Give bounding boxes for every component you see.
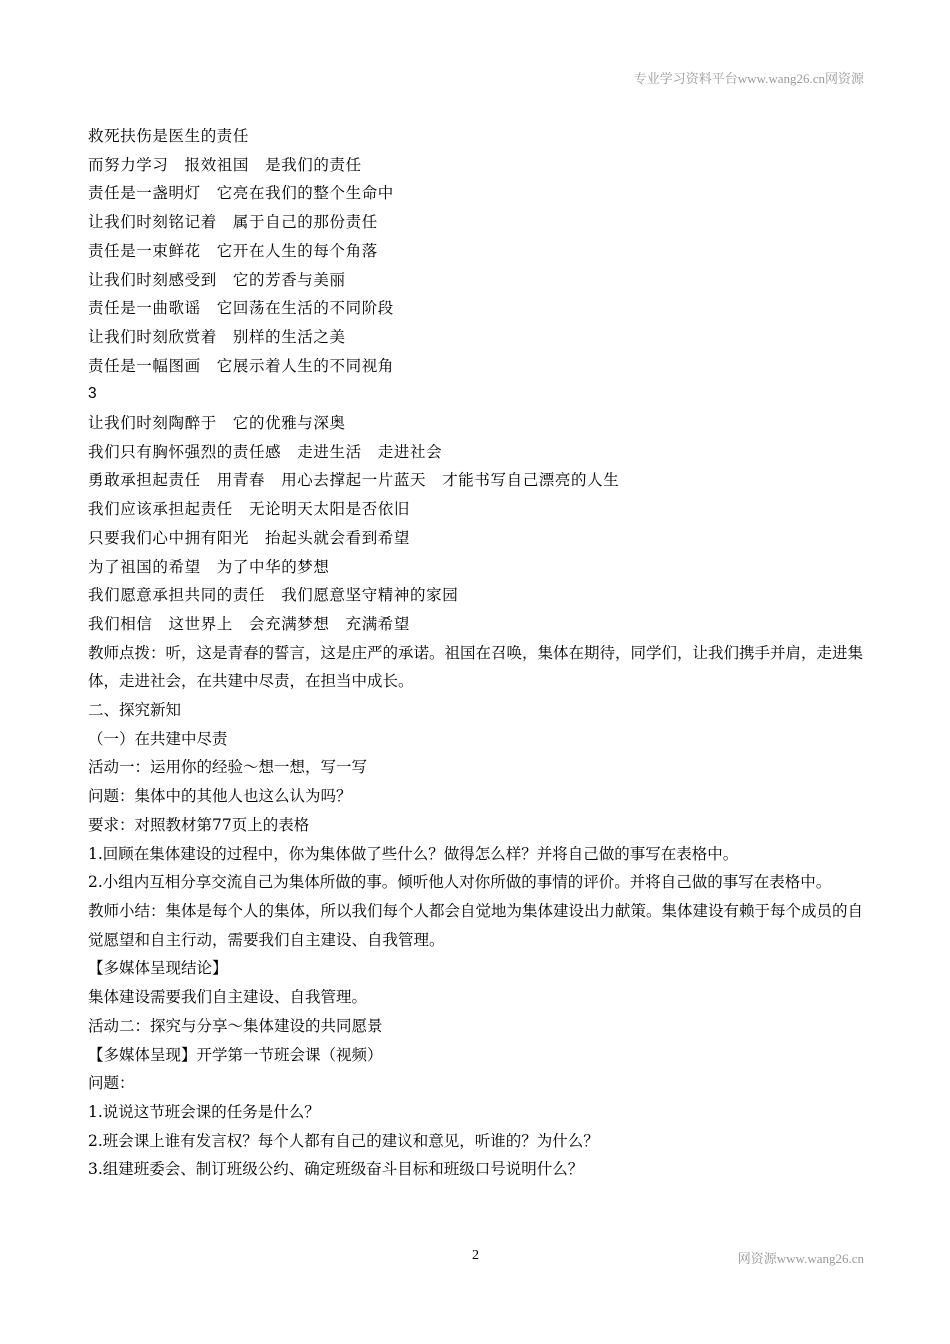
conclusion-line: 集体建设需要我们自主建设、自我管理。 — [88, 988, 368, 1007]
activity-title: 活动二：探究与分享～集体建设的共同愿景 — [88, 1016, 383, 1035]
list-item: 2.班会课上谁有发言权？每个人都有自己的建议和意见，听谁的？为什么？ — [88, 1131, 599, 1150]
text-line: 我们应该承担起责任 无论明天太阳是否依旧 — [88, 500, 411, 519]
text-line: 责任是一束鲜花 它开在人生的每个角落 — [88, 241, 378, 260]
text-line: 我们相信 这世界上 会充满梦想 充满希望 — [88, 614, 411, 633]
document-body — [88, 122, 878, 1184]
text-line: 我们只有胸怀强烈的责任感 走进生活 走进社会 — [88, 442, 443, 461]
text-line: 让我们时刻感受到 它的芳香与美丽 — [88, 270, 346, 289]
text-line: 为了祖国的希望 为了中华的梦想 — [88, 557, 330, 576]
list-item: 1.说说这节班会课的任务是什么？ — [88, 1102, 320, 1121]
teacher-summary: 教师小结：集体是每个人的集体，所以我们每个人都会自觉地为集体建设出力献策。集体建设有赖于每个成员的自觉愿望和自主行动，需要我们自主建设、自我管理。 — [88, 901, 864, 949]
list-item: 3.组建班委会、制订班级公约、确定班级奋斗目标和班级口号说明什么？ — [88, 1160, 584, 1179]
section-heading: 二、探究新知 — [88, 701, 182, 720]
text-line: 让我们时刻铭记着 属于自己的那份责任 — [88, 213, 378, 232]
list-item: 2.小组内互相分享交流自己为集体所做的事。倾听他人对你所做的事情的评价。并将自己做的事写在表格中。 — [88, 873, 832, 892]
text-line: 责任是一曲歌谣 它回荡在生活的不同阶段 — [88, 299, 394, 318]
footer-watermark: 网资源www.wang26.cn — [737, 1251, 864, 1266]
requirement-line: 要求：对照教材第77页上的表格 — [88, 815, 310, 834]
section-number: 3 — [88, 385, 97, 403]
page-header-watermark: 专业学习资料平台www.wang26.cn网资源 — [633, 71, 864, 86]
multimedia-label: 【多媒体呈现结论】 — [88, 959, 228, 978]
text-line: 让我们时刻陶醉于 它的优雅与深奥 — [88, 414, 346, 433]
question-line: 问题：集体中的其他人也这么认为吗？ — [88, 787, 352, 806]
text-line: 勇敢承担起责任 用青春 用心去撑起一片蓝天 才能书写自己漂亮的人生 — [88, 471, 620, 490]
text-line: 只要我们心中拥有阳光 抬起头就会看到希望 — [88, 528, 411, 547]
teacher-guidance: 教师点拨：听，这是青春的誓言，这是庄严的承诺。祖国在召唤，集体在期待，同学们，让我们携手并肩，走进集体，走进社会，在共建中尽责，在担当中成长。 — [88, 643, 864, 691]
subsection-heading: （一）在共建中尽责 — [88, 729, 228, 748]
text-line: 而努力学习 报效祖国 是我们的责任 — [88, 155, 362, 174]
text-line: 我们愿意承担共同的责任 我们愿意坚守精神的家园 — [88, 586, 459, 605]
activity-title: 活动一：运用你的经验～想一想，写一写 — [88, 758, 368, 777]
list-item: 1.回顾在集体建设的过程中，你为集体做了些什么？做得怎么样？并将自己做的事写在表格中。 — [88, 844, 739, 863]
page-number: 2 — [472, 1248, 479, 1263]
multimedia-label: 【多媒体呈现】开学第一节班会课（视频） — [88, 1045, 383, 1064]
text-line: 责任是一盏明灯 它亮在我们的整个生命中 — [88, 184, 394, 203]
text-line: 责任是一幅图画 它展示着人生的不同视角 — [88, 356, 394, 375]
text-line: 让我们时刻欣赏着 别样的生活之美 — [88, 327, 346, 346]
text-line: 救死扶伤是医生的责任 — [88, 127, 250, 145]
question-heading: 问题： — [88, 1074, 135, 1093]
